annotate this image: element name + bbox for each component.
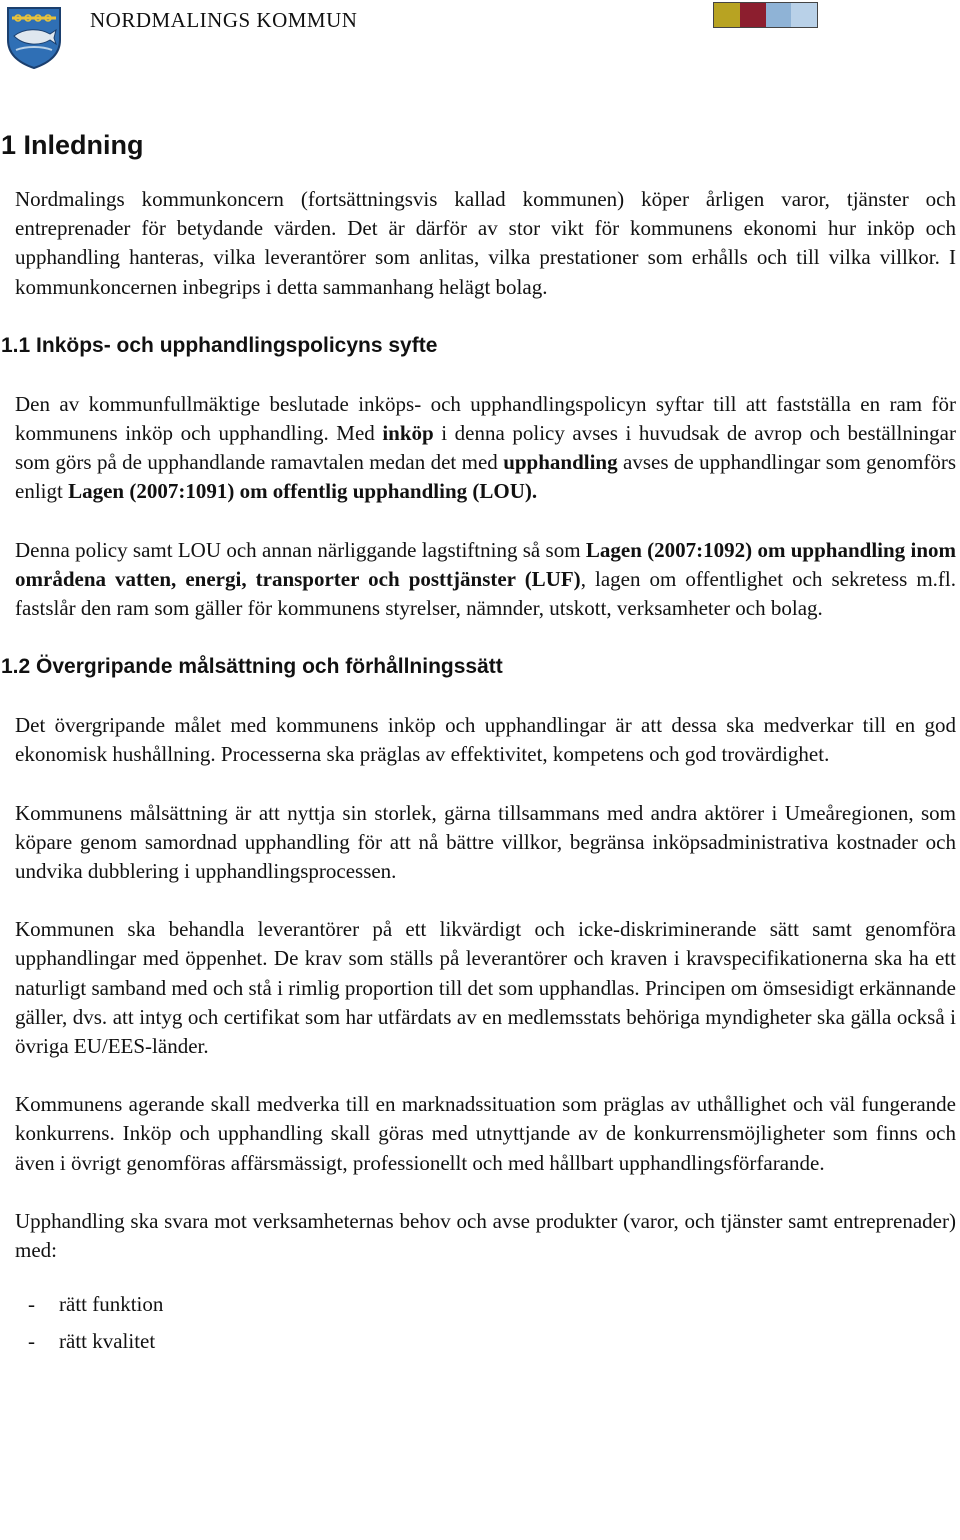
color-swatch-light-blue: [791, 3, 817, 27]
bold-term-upphandling: upphandling: [503, 450, 618, 475]
purpose-paragraph: [15, 390, 956, 507]
section-heading-1: 1 Inledning: [1, 130, 144, 160]
list-item: - rätt kvalitet: [15, 1323, 956, 1360]
brand-color-bar: [713, 2, 818, 28]
document-body: [1, 118, 956, 1360]
goal-paragraph: Det övergripande målet med kommunens inköp och upphandlingar är att dessa ska medverkar till en god ekonomisk hushållning. Processerna ska präglas av effektivitet, kompetens och god trovärdighet.: [15, 713, 956, 767]
needs-paragraph: Upphandling ska svara mot verksamheternas behov och avse produkter (varor, och tjänster samt entreprenader) med:: [15, 1208, 956, 1263]
intro-paragraph: Nordmalings kommunkoncern (fortsättningsvis kallad kommunen) köper årligen varor, tjänster och entreprenader för betydande värden. Det är därför av stor vikt för kommunens ekonomi hur inköp och upphandling hanteras, vilka leverantörer som anlitas, vilka prestationer som erhålls och till vilka villkor. I kommunkoncernen inbegrips i detta sammanhang helägt bolag.: [15, 187, 956, 299]
text-run: , lagen om offentlighet och sekretess m.fl. fastslår den ram som gäller för kommunens styrelser, nämnder, utskott, verksamheter och bolag.: [15, 566, 956, 621]
bold-term-inkop: inköp: [382, 421, 434, 446]
text-run: avses de upphandlingar som genomförs enligt: [15, 450, 956, 504]
municipal-coat-of-arms-icon: [6, 6, 62, 70]
competition-paragraph: Kommunens agerande skall medverka till en marknadssituation som präglas av uthållighet och väl fungerande konkurrens. Inköp och upphandling skall göras med utnyttjande av de konkurrensmöjligheter som finns och även i övrigt genomföras affärsmässigt, professionellt och med hållbart upphandlingsförfarande.: [15, 1092, 956, 1175]
ambition-paragraph: Kommunens målsättning är att nyttja sin storlek, gärna tillsammans med andra aktörer i Umeåregionen, som köpare genom samordnad upphandling för att nå bättre villkor, begränsa inköpsadministrativa kostnader och undvika dubblering i upphandlingsprocessen.: [15, 800, 956, 884]
page-header: [0, 0, 960, 80]
color-swatch-yellow: [714, 3, 740, 27]
list-item: - rätt funktion: [15, 1286, 956, 1323]
text-run: Den av kommunfullmäktige beslutade inköps- och upphandlingspolicyn syftar till att fastställa en ram för kommunens inköp och upphandling. Med: [15, 391, 956, 446]
bold-law-lou: Lagen (2007:1091) om offentlig upphandling (LOU).: [68, 479, 538, 504]
requirements-list: [15, 1286, 956, 1360]
text-run: i denna policy avses i huvudsak de avrop och beställningar som görs på de upphandlande ramavtalen medan det med: [15, 421, 956, 475]
supplier-treatment-paragraph: Kommunen ska behandla leverantörer på ett likvärdigt och icke-diskriminerande sätt samt genomföra upphandlingar med öppenhet. De krav som ställs på leverantörer och kraven i kravspecifikationerna ska ha ett naturligt samband med och stå i rimlig proportion till det som upphandlas. Principen om ömsesidigt erkännande gäller, dvs. att intyg och certifikat som har utfärdats av en medlemsstats behöriga myndigheter ska gälla också i övriga EU/EES-länder.: [15, 917, 956, 1059]
organization-name: NORDMALINGS KOMMUN: [90, 8, 358, 32]
color-swatch-red: [740, 3, 766, 27]
legal-framework-paragraph: [15, 536, 956, 624]
bold-law-luf: Lagen (2007:1092) om upphandling inom områdena vatten, energi, transporter och posttjänster (LUF): [15, 537, 956, 591]
color-swatch-blue: [766, 3, 792, 27]
text-run: Denna policy samt LOU och annan närliggande lagstiftning så som: [15, 537, 586, 562]
section-heading-1-2: 1.2 Övergripande målsättning och förhållningssätt: [1, 655, 503, 679]
section-heading-1-1: 1.1 Inköps- och upphandlingspolicyns syfte: [1, 333, 438, 357]
